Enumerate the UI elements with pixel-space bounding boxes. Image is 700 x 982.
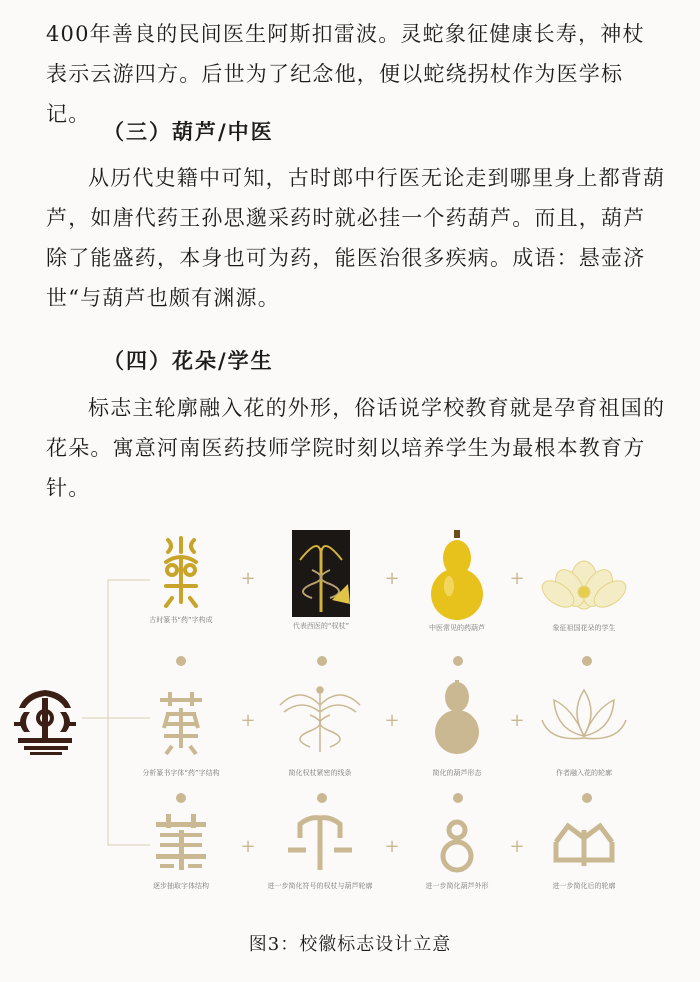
plus-r3-2: + [384, 836, 400, 857]
abstract-yao-icon [156, 814, 206, 870]
plus-r2-2: + [384, 710, 400, 731]
figure-caption: 图3：校徽标志设计立意 [248, 934, 452, 955]
caption-r1-4: 象征祖国花朵的学生 [552, 624, 616, 632]
plus-r1-1: + [240, 568, 256, 589]
caption-r1-2: 代表西医的“权杖” [292, 622, 350, 630]
yao-character-icon [160, 692, 202, 754]
caption-r1-3: 中医常见的药葫芦 [429, 624, 485, 632]
plus-r3-3: + [509, 836, 525, 857]
caption-r3-2: 进一步简化符号的权杖与葫芦轮廓 [267, 882, 373, 890]
connector-lines [82, 580, 150, 845]
caption-r2-4: 作者融入花的轮廓 [556, 769, 612, 777]
arrows-r2 [176, 793, 592, 803]
gourd-photo-icon [431, 530, 483, 620]
abstract-staff-icon [288, 818, 352, 870]
caption-r1-1: 古时篆书“药”字构成 [149, 616, 213, 624]
abstract-flower-icon [556, 826, 612, 866]
paragraph-snake-staff: 400年善良的民间医生阿斯扣雷波。灵蛇象征健康长寿，神杖表示云游四方。后世为了纪念他，便以蛇绕拐杖作为医学标记。 [46, 22, 645, 126]
paragraph-gourd: 从历代史籍中可知，古时郎中行医无论走到哪里身上都背葫芦，如唐代药王孙思邈采药时就必挂一个药葫芦。而且，葫芦除了能盛药，本身也可为药，能医治很多疾病。成语：悬壶济世“与葫芦也颇有渊源。 [46, 166, 666, 310]
caption-r3-4: 进一步简化后的轮廓 [552, 882, 616, 890]
caption-r2-2: 简化权杖紧密的线条 [288, 769, 352, 777]
lotus-outline-icon [542, 690, 626, 739]
plus-r3-1: + [240, 836, 256, 857]
plus-r1-3: + [509, 568, 525, 589]
heading-flower: （四）花朵/学生 [103, 348, 274, 373]
plus-r1-2: + [384, 568, 400, 589]
paragraph-flower: 标志主轮廓融入花的外形，俗话说学校教育就是孕育祖国的花朵。寓意河南医药技师学院时刻以培养学生为最根本教育方针。 [46, 396, 666, 500]
caption-r3-3: 进一步简化葫芦外形 [425, 882, 489, 890]
caduceus-photo [292, 530, 350, 617]
abstract-gourd-icon [443, 822, 471, 870]
arrows-r1 [176, 656, 592, 666]
heading-gourd: （三）葫芦/中医 [103, 119, 274, 144]
plus-r2-1: + [240, 710, 256, 731]
school-logo [14, 690, 76, 755]
seal-yao-char-icon [166, 538, 196, 606]
design-concept-figure [0, 520, 700, 980]
caduceus-line-icon [280, 687, 360, 752]
plus-r2-3: + [509, 710, 525, 731]
caption-r2-1: 分析篆书字体“药”字结构 [142, 769, 220, 777]
caption-r2-3: 简化的葫芦形态 [432, 769, 482, 777]
caption-r3-1: 逐步抽取字体结构 [153, 882, 209, 890]
gourd-silhouette-icon [435, 680, 479, 754]
lotus-photo-icon [538, 561, 631, 613]
